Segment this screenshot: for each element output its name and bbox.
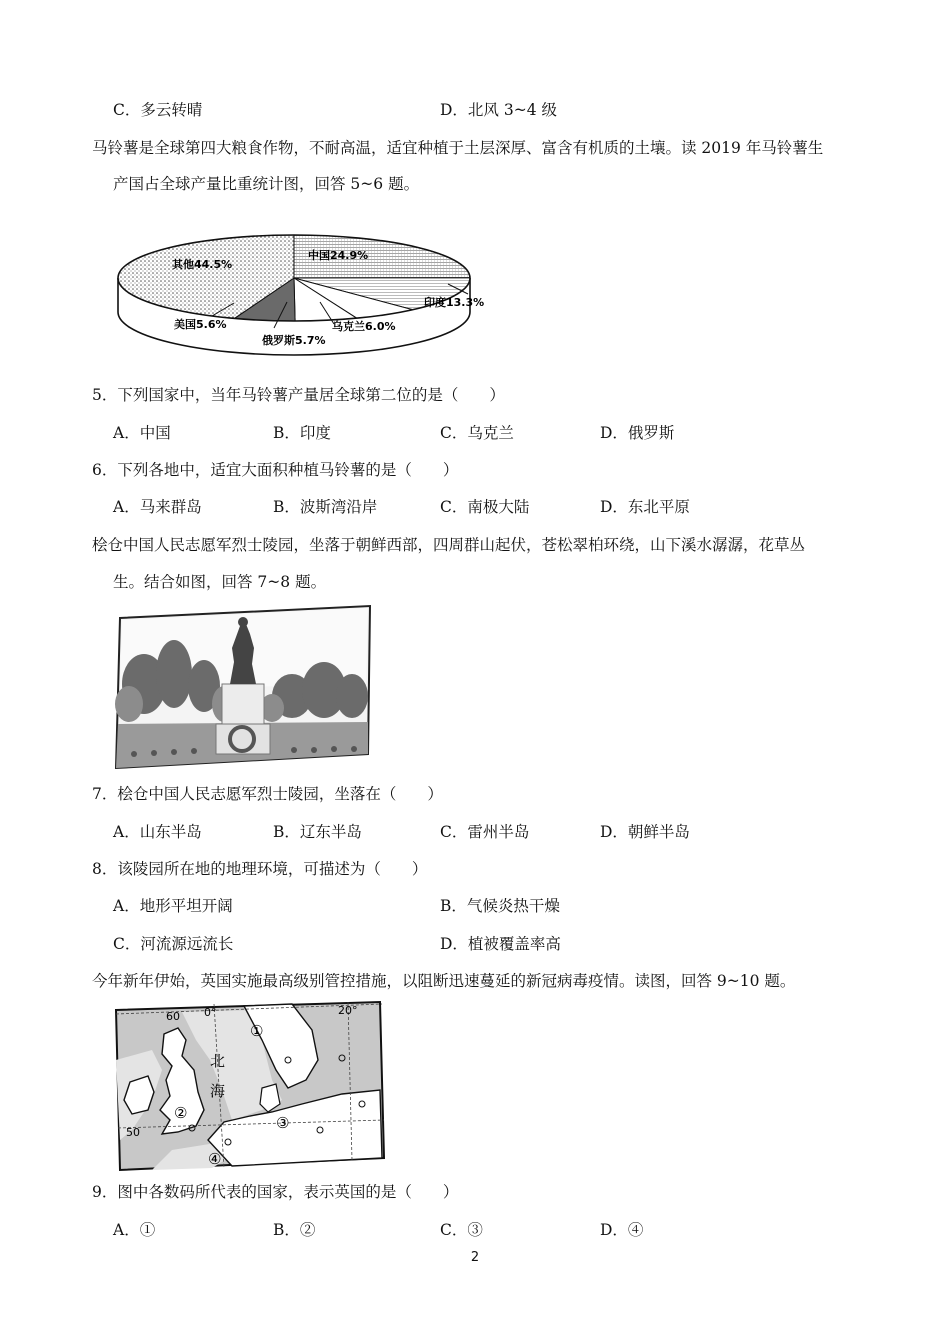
q8-option-d: D．植被覆盖率高 — [440, 935, 561, 953]
q9-option-d: D．④ — [600, 1221, 644, 1239]
q7-option-d: D．朝鲜半岛 — [600, 823, 690, 841]
q6-option-d: D．东北平原 — [600, 498, 690, 516]
lon-label-0: 0° — [204, 1006, 217, 1019]
q8-stem: 8．该陵园所在地的地理环境，可描述为（ ） — [92, 860, 428, 878]
q9-option-c: C．③ — [440, 1221, 483, 1239]
q6-option-b: B．波斯湾沿岸 — [273, 498, 378, 516]
q7-option-b: B．辽东半岛 — [273, 823, 362, 841]
label-india: 印度13.3% — [424, 296, 485, 309]
cemetery-intro-line1: 桧仓中国人民志愿军烈士陵园，坐落于朝鲜西部，四周群山起伏，苍松翠柏环绕，山下溪水潺潺，花草丛 — [92, 536, 806, 554]
sea-label-north: 北 — [210, 1052, 226, 1070]
label-ukraine: 乌克兰6.0% — [332, 320, 396, 333]
lat-label-60: 60 — [166, 1010, 180, 1023]
sea-label-sea: 海 — [210, 1082, 226, 1100]
potato-production-pie-chart — [112, 228, 492, 368]
label-russia: 俄罗斯5.7% — [262, 334, 326, 347]
q5-option-a: A．中国 — [113, 424, 171, 442]
q6-option-c: C．南极大陆 — [440, 498, 530, 516]
label-others: 其他44.5% — [172, 258, 233, 271]
marker-4: ④ — [208, 1150, 222, 1168]
q8-option-b: B．气候炎热干燥 — [440, 897, 560, 915]
lon-label-20: 20° — [338, 1004, 358, 1017]
q4-option-d: D．北风 3~4 级 — [440, 101, 557, 119]
q7-stem: 7．桧仓中国人民志愿军烈士陵园，坐落在（ ） — [92, 785, 443, 803]
q5-option-b: B．印度 — [273, 424, 331, 442]
page-number: 2 — [470, 1250, 480, 1265]
marker-3: ③ — [276, 1114, 290, 1132]
q7-option-a: A．山东半岛 — [113, 823, 202, 841]
q4-option-c: C．多云转晴 — [113, 101, 203, 119]
uk-intro-line1: 今年新年伊始，英国实施最高级别管控措施，以阻断迅速蔓延的新冠病毒疫情。读图，回答 9~10 题。 — [92, 972, 796, 990]
q5-option-d: D．俄罗斯 — [600, 424, 675, 442]
potato-intro-line1: 马铃薯是全球第四大粮食作物，不耐高温，适宜种植于土层深厚、富含有机质的土壤。读 2019 年马铃薯生 — [92, 139, 824, 157]
lat-label-50: 50 — [126, 1126, 140, 1139]
q7-option-c: C．雷州半岛 — [440, 823, 530, 841]
q8-option-a: A．地形平坦开阔 — [113, 897, 233, 915]
q5-stem: 5．下列国家中，当年马铃薯产量居全球第二位的是（ ） — [92, 386, 505, 404]
label-china: 中国24.9% — [308, 249, 369, 262]
q8-option-c: C．河流源远流长 — [113, 935, 234, 953]
marker-2: ② — [174, 1104, 188, 1122]
cemetery-photo — [114, 604, 374, 770]
q9-option-a: A．① — [113, 1221, 156, 1239]
q5-option-c: C．乌克兰 — [440, 424, 514, 442]
north-sea-map — [112, 1000, 387, 1172]
label-usa: 美国5.6% — [174, 318, 227, 331]
q6-stem: 6．下列各地中，适宜大面积种植马铃薯的是（ ） — [92, 461, 459, 479]
q9-option-b: B．② — [273, 1221, 316, 1239]
q9-stem: 9．图中各数码所代表的国家，表示英国的是（ ） — [92, 1183, 459, 1201]
q6-option-a: A．马来群岛 — [113, 498, 202, 516]
marker-1: ① — [250, 1022, 264, 1040]
cemetery-intro-line2: 生。结合如图，回答 7~8 题。 — [113, 573, 327, 591]
potato-intro-line2: 产国占全球产量比重统计图，回答 5~6 题。 — [113, 175, 420, 193]
